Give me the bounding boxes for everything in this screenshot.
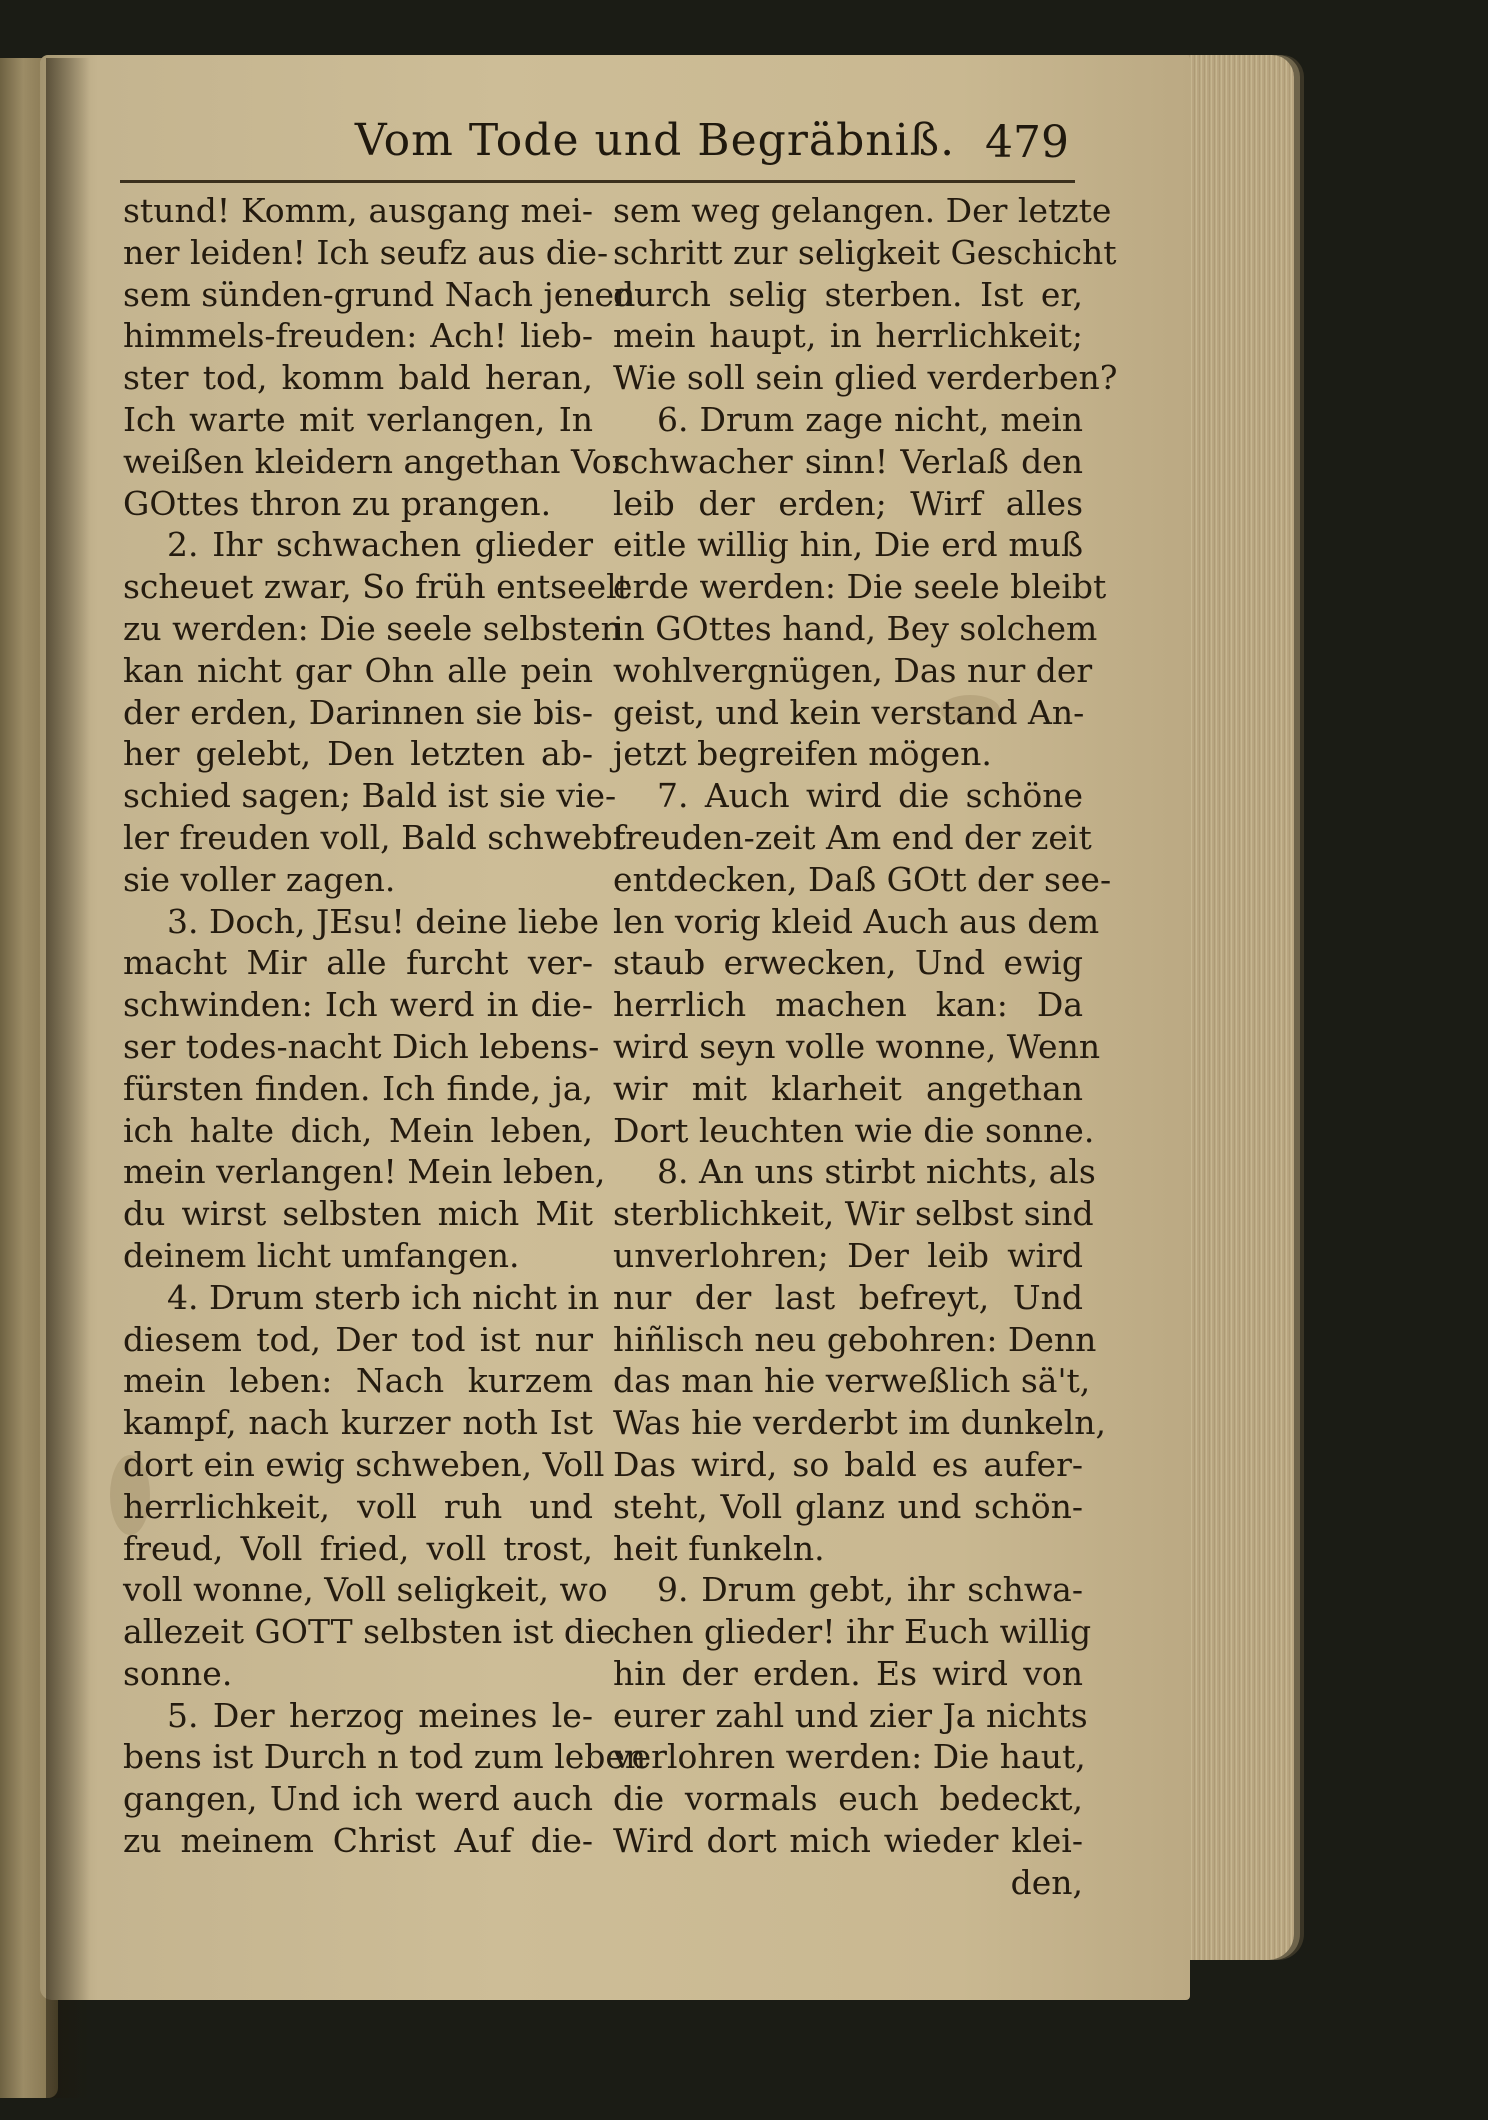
text-line: macht Mir alle furcht ver- <box>123 943 593 983</box>
text-line: entdecken, Daß GOtt der see- <box>613 859 1112 899</box>
text-line: Wie soll sein glied verderben? <box>613 358 1118 398</box>
text-line: eurer zahl und zier Ja nichts <box>613 1695 1088 1735</box>
text-line: durch selig sterben. Ist er, <box>613 274 1083 314</box>
spine-shadow <box>46 58 90 2098</box>
text-line: kampf, nach kurzer noth Ist <box>123 1403 593 1443</box>
text-line: 3. Doch, JEsu! deine liebe <box>167 901 600 941</box>
running-head: Vom Tode und Begräbniß. <box>354 115 956 166</box>
text-line: allezeit GOTT selbsten ist die <box>123 1612 616 1652</box>
text-line: 4. Drum sterb ich nicht in <box>167 1277 600 1317</box>
text-line: schwacher sinn! Verlaß den <box>613 441 1083 481</box>
text-line: sterblichkeit, Wir selbst sind <box>613 1194 1094 1234</box>
text-line: ner leiden! Ich seufz aus die- <box>123 232 609 272</box>
text-line: sem weg gelangen. Der letzte <box>613 191 1112 230</box>
text-line: der erden, Darinnen sie bis- <box>123 692 593 732</box>
text-column-right <box>613 190 1118 1904</box>
text-line: 8. An uns stirbt nichts, als <box>657 1152 1096 1192</box>
text-line: in GOttes hand, Bey solchem <box>613 608 1098 648</box>
text-line: kan nicht gar Ohn alle pein <box>123 650 593 690</box>
text-line: leib der erden; Wirf alles <box>613 483 1083 523</box>
text-line: sem sünden-grund Nach jenen <box>123 274 636 314</box>
text-line: schied sagen; Bald ist sie vie- <box>123 776 617 816</box>
text-line: Das wird, so bald es aufer- <box>613 1444 1083 1484</box>
text-line: schritt zur seligkeit Geschicht <box>613 232 1117 272</box>
text-line: verlohren werden: Die haut, <box>613 1737 1086 1777</box>
text-line: jetzt begreifen mögen. <box>613 734 992 774</box>
text-line: sie voller zagen. <box>123 859 396 899</box>
text-line: gangen, Und ich werd auch <box>123 1779 593 1819</box>
text-line: herrlichkeit, voll ruh und <box>123 1486 593 1526</box>
text-line: scheuet zwar, So früh entseelt <box>123 567 630 607</box>
page-number: 479 <box>985 117 1069 168</box>
text-line: wird seyn volle wonne, Wenn <box>613 1026 1101 1066</box>
text-line: 5. Der herzog meines le- <box>167 1695 593 1735</box>
text-line: diesem tod, Der tod ist nur <box>123 1319 593 1359</box>
text-line: herrlich machen kan: Da <box>613 985 1083 1025</box>
text-line: unverlohren; Der leib wird <box>613 1235 1083 1275</box>
text-line: chen glieder! ihr Euch willig <box>613 1612 1092 1652</box>
text-line: ser todes-nacht Dich lebens- <box>123 1026 600 1066</box>
text-line: dort ein ewig schweben, Voll <box>123 1444 605 1484</box>
text-line: mein haupt, in herrlichkeit; <box>613 316 1083 356</box>
text-line: len vorig kleid Auch aus dem <box>613 901 1100 941</box>
text-line: bens ist Durch n tod zum leben <box>123 1737 647 1777</box>
text-line: deinem licht umfangen. <box>123 1235 520 1275</box>
text-line: himmels-freuden: Ach! lieb- <box>123 316 593 356</box>
text-line: voll wonne, Voll seligkeit, wo <box>123 1570 608 1610</box>
text-line: das man hie verweßlich sä't, <box>613 1361 1091 1401</box>
text-line: zu meinem Christ Auf die- <box>123 1821 593 1861</box>
text-line: zu werden: Die seele selbsten <box>123 608 622 648</box>
text-line: Was hie verderbt im dunkeln, <box>613 1403 1107 1443</box>
text-line: eitle willig hin, Die erd muß <box>613 525 1083 565</box>
text-line: Ich warte mit verlangen, In <box>123 399 593 439</box>
text-line: her gelebt, Den letzten ab- <box>123 734 593 774</box>
text-line: hin der erden. Es wird von <box>613 1653 1083 1693</box>
text-line: mein leben: Nach kurzem <box>123 1361 593 1401</box>
text-line: geist, und kein verstand An- <box>613 692 1085 732</box>
text-line: 7. Auch wird die schöne <box>657 776 1083 816</box>
text-column-left <box>123 190 647 1862</box>
text-line: die vormals euch bedeckt, <box>613 1779 1083 1819</box>
header-rule <box>120 180 1075 183</box>
text-line: staub erwecken, Und ewig <box>613 943 1083 983</box>
text-line: nur der last befreyt, Und <box>613 1277 1083 1317</box>
text-line: fürsten finden. Ich finde, ja, <box>123 1068 593 1108</box>
text-line: freud, Voll fried, voll trost, <box>123 1528 593 1568</box>
text-line: sonne. <box>123 1653 233 1693</box>
catchword: den, <box>1010 1862 1083 1902</box>
text-line: 6. Drum zage nicht, mein <box>657 399 1083 439</box>
text-line: ich halte dich, Mein leben, <box>123 1110 593 1150</box>
text-line: wir mit klarheit angethan <box>613 1068 1083 1108</box>
text-line: schwinden: Ich werd in die- <box>123 985 593 1025</box>
text-line: Dort leuchten wie die sonne. <box>613 1110 1095 1150</box>
text-line: GOttes thron zu prangen. <box>123 483 552 523</box>
text-line: freuden-zeit Am end der zeit <box>613 817 1092 857</box>
text-line: wohlvergnügen, Das nur der <box>613 650 1093 690</box>
text-line: du wirst selbsten mich Mit <box>123 1194 593 1234</box>
text-line: mein verlangen! Mein leben, <box>123 1152 606 1192</box>
text-line: 9. Drum gebt, ihr schwa- <box>657 1570 1083 1610</box>
text-line: erde werden: Die seele bleibt <box>613 567 1107 607</box>
text-line: stund! Komm, ausgang mei- <box>123 191 593 230</box>
text-line: ler freuden voll, Bald schwebt <box>123 817 627 857</box>
text-line: Wird dort mich wieder klei- <box>613 1821 1083 1861</box>
text-line: 2. Ihr schwachen glieder <box>167 525 593 565</box>
text-line: hiñlisch neu gebohren: Denn <box>613 1319 1097 1359</box>
text-line: ster tod, komm bald heran, <box>123 358 593 398</box>
text-line: weißen kleidern angethan Vor <box>123 441 628 481</box>
text-line: steht, Voll glanz und schön- <box>613 1486 1083 1526</box>
text-line: heit funkeln. <box>613 1528 825 1568</box>
